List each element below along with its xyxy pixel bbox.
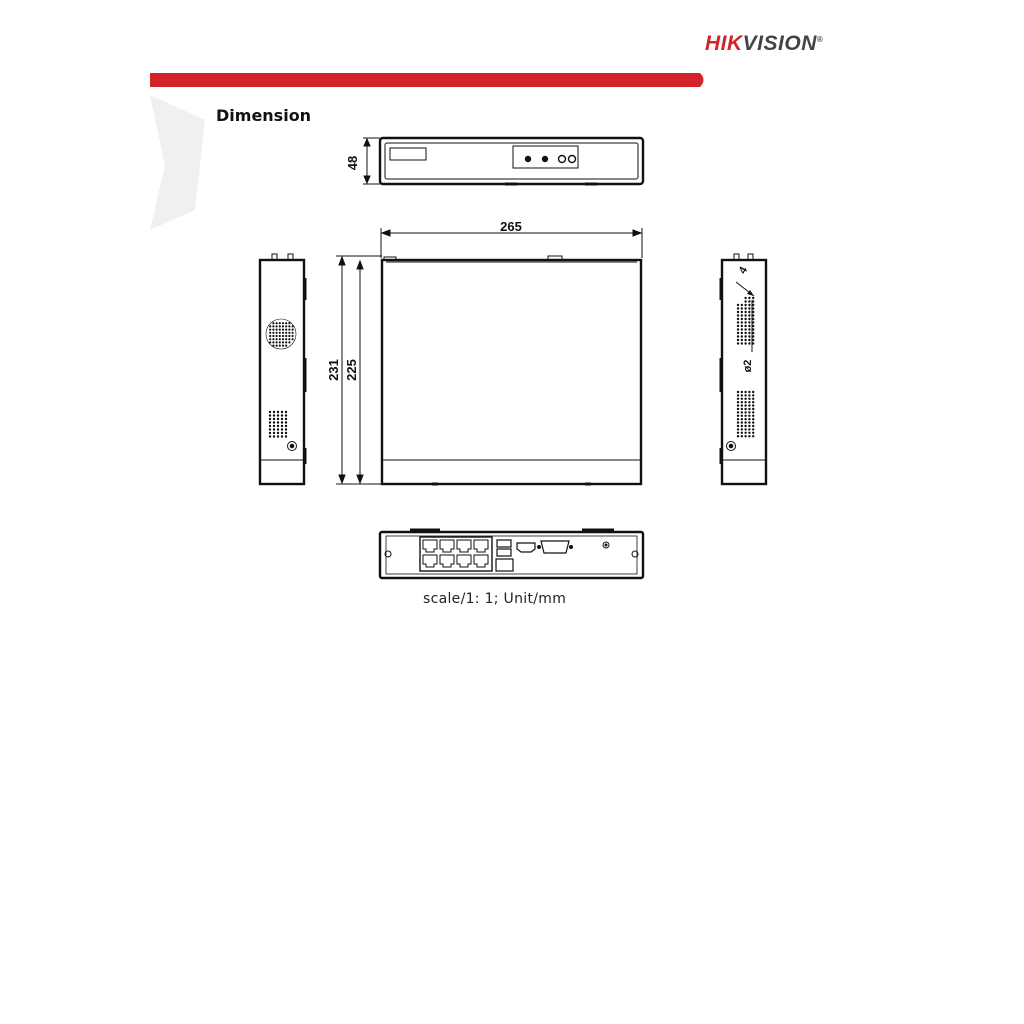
vent-hole [748, 394, 750, 396]
front-label-panel [390, 148, 426, 160]
vent-hole [741, 425, 743, 427]
vent-hole [285, 411, 287, 413]
vent-hole [737, 342, 739, 344]
vent-hole [748, 425, 750, 427]
vent-hole [748, 391, 750, 393]
poe-port [423, 540, 437, 552]
vent-hole [279, 325, 281, 327]
vent-hole [285, 329, 287, 331]
left-side-body [260, 260, 304, 484]
registered-mark: ® [816, 35, 824, 44]
vent-hole [752, 328, 754, 330]
vent-hole [273, 432, 275, 434]
vent-hole [744, 332, 746, 334]
vent-hole [741, 421, 743, 423]
vent-hole [269, 341, 271, 343]
vent-hole [752, 297, 754, 299]
vent-hole [292, 335, 294, 337]
vent-hole [744, 428, 746, 430]
front-led-1 [526, 157, 531, 162]
vent-hole [272, 338, 274, 340]
vent-hole [741, 321, 743, 323]
vent-hole [281, 428, 283, 430]
vent-hole [744, 432, 746, 434]
vent-hole [748, 321, 750, 323]
vent-hole [744, 297, 746, 299]
vent-hole [741, 432, 743, 434]
vent-hole [752, 342, 754, 344]
vent-hole [744, 425, 746, 427]
vent-hole [737, 307, 739, 309]
front-led-3 [559, 156, 566, 163]
vent-hole [281, 421, 283, 423]
decorative-watermark [150, 95, 205, 230]
vent-hole [285, 435, 287, 437]
vent-hole [737, 425, 739, 427]
vent-hole [744, 314, 746, 316]
vent-hole [741, 435, 743, 437]
vent-hole [752, 428, 754, 430]
vent-hole [741, 411, 743, 413]
vent-hole [269, 432, 271, 434]
vent-hole [272, 345, 274, 347]
vent-hole [272, 335, 274, 337]
vent-hole [737, 428, 739, 430]
vent-hole [741, 328, 743, 330]
vent-hole [285, 332, 287, 334]
vent-hole [752, 335, 754, 337]
vent-hole [277, 421, 279, 423]
vent-hole [748, 342, 750, 344]
front-led-2 [543, 157, 548, 162]
vent-hole [752, 398, 754, 400]
vent-hole [752, 401, 754, 403]
vent-hole [744, 339, 746, 341]
vent-hole [269, 421, 271, 423]
vent-hole [292, 338, 294, 340]
vent-hole [737, 321, 739, 323]
dim-depth-outer-label: 231 [326, 359, 341, 381]
vent-hole [285, 428, 287, 430]
vent-hole [272, 332, 274, 334]
left-side-vent-dots [269, 322, 294, 347]
vent-hole [748, 418, 750, 420]
vent-hole [273, 411, 275, 413]
vent-hole [741, 404, 743, 406]
vent-hole [752, 311, 754, 313]
vent-hole [744, 415, 746, 417]
vent-hole [752, 415, 754, 417]
vent-hole [273, 421, 275, 423]
vent-hole [744, 335, 746, 337]
vent-hole [279, 335, 281, 337]
vent-hole [285, 432, 287, 434]
vent-hole [279, 332, 281, 334]
vent-hole [741, 391, 743, 393]
vent-hole [282, 338, 284, 340]
vent-hole [285, 341, 287, 343]
vent-hole [269, 325, 271, 327]
vent-hole [741, 304, 743, 306]
vent-hole [288, 335, 290, 337]
vent-hole [744, 321, 746, 323]
vent-hole [281, 425, 283, 427]
vent-hole [748, 408, 750, 410]
vent-hole [276, 338, 278, 340]
vent-hole [737, 304, 739, 306]
vent-hole [748, 304, 750, 306]
vent-hole [282, 322, 284, 324]
vent-hole [752, 404, 754, 406]
dimension-depth [336, 256, 382, 484]
vent-hole [752, 321, 754, 323]
vent-hole [752, 418, 754, 420]
vent-hole [285, 322, 287, 324]
vent-hole [752, 332, 754, 334]
vent-hole [285, 421, 287, 423]
vent-hole [282, 329, 284, 331]
vent-hole [269, 338, 271, 340]
vent-hole [281, 411, 283, 413]
vent-hole [748, 401, 750, 403]
vent-hole [276, 329, 278, 331]
vent-hole [748, 318, 750, 320]
vent-hole [752, 435, 754, 437]
vent-hole [741, 335, 743, 337]
right-side-vent-lower [737, 391, 755, 438]
poe-port [423, 555, 437, 567]
vent-hole [741, 415, 743, 417]
vent-hole [277, 435, 279, 437]
vent-hole [744, 394, 746, 396]
vent-hole [737, 391, 739, 393]
vent-hole [748, 328, 750, 330]
vent-hole [279, 345, 281, 347]
vent-hole [269, 425, 271, 427]
vent-hole [748, 314, 750, 316]
vent-hole [277, 432, 279, 434]
vent-hole [288, 322, 290, 324]
vent-hole [741, 342, 743, 344]
vent-hole [741, 318, 743, 320]
vent-hole [748, 398, 750, 400]
vent-hole [277, 425, 279, 427]
vent-hole [744, 401, 746, 403]
vent-hole [748, 332, 750, 334]
vent-hole [285, 414, 287, 416]
poe-port [440, 555, 454, 567]
left-side-view [260, 254, 305, 484]
vent-hole [752, 300, 754, 302]
vent-hole [282, 345, 284, 347]
vent-hole [282, 341, 284, 343]
vent-hole [269, 332, 271, 334]
vent-hole [276, 332, 278, 334]
vent-hole [752, 314, 754, 316]
vent-hole [277, 414, 279, 416]
rear-poe-ports [423, 540, 488, 567]
vent-hole [277, 411, 279, 413]
poe-port [457, 540, 471, 552]
vent-hole [288, 338, 290, 340]
vent-hole [741, 325, 743, 327]
vent-hole [737, 432, 739, 434]
poe-port [457, 555, 471, 567]
vent-hole [748, 421, 750, 423]
vent-hole [741, 311, 743, 313]
vent-hole [737, 415, 739, 417]
vent-hole [269, 329, 271, 331]
vent-hole [737, 408, 739, 410]
vent-hole [273, 435, 275, 437]
vent-hole [276, 322, 278, 324]
vent-hole [737, 411, 739, 413]
vent-hole [272, 322, 274, 324]
vent-hole [285, 345, 287, 347]
vent-hole [744, 325, 746, 327]
vent-hole [269, 418, 271, 420]
vent-hole [748, 300, 750, 302]
vent-hole [748, 311, 750, 313]
vent-hole [741, 307, 743, 309]
vent-hole [272, 341, 274, 343]
vent-hole [752, 339, 754, 341]
vent-hole [277, 418, 279, 420]
vent-hole [744, 421, 746, 423]
vent-hole [281, 414, 283, 416]
vent-hole [282, 332, 284, 334]
vent-hole [752, 408, 754, 410]
vent-hole [744, 418, 746, 420]
vent-hole [744, 318, 746, 320]
vent-hole [282, 325, 284, 327]
vent-hole [269, 414, 271, 416]
vent-hole [276, 341, 278, 343]
vent-hole [748, 325, 750, 327]
vent-hole [276, 325, 278, 327]
vent-hole [288, 332, 290, 334]
right-side-label-diameter: ø2 [742, 359, 754, 373]
vent-hole [741, 332, 743, 334]
vent-hole [748, 339, 750, 341]
vent-hole [752, 391, 754, 393]
scale-caption: scale/1: 1; Unit/mm [423, 591, 567, 607]
vent-hole [288, 341, 290, 343]
vent-hole [744, 411, 746, 413]
vent-hole [744, 404, 746, 406]
top-view [382, 256, 641, 484]
vent-hole [741, 418, 743, 420]
vent-hole [273, 418, 275, 420]
vent-hole [744, 342, 746, 344]
vent-hole [741, 339, 743, 341]
rear-poe-port-block [420, 537, 492, 571]
rear-vga-port [541, 541, 569, 553]
vent-hole [279, 338, 281, 340]
vent-hole [277, 428, 279, 430]
vent-hole [288, 329, 290, 331]
vent-hole [276, 335, 278, 337]
vent-hole [737, 314, 739, 316]
vent-hole [292, 329, 294, 331]
vent-hole [737, 401, 739, 403]
vent-hole [744, 300, 746, 302]
vent-hole [741, 314, 743, 316]
vent-hole [279, 322, 281, 324]
vent-hole [292, 325, 294, 327]
poe-port [440, 540, 454, 552]
left-side-circular-vent [266, 319, 296, 349]
vent-hole [752, 394, 754, 396]
vent-hole [748, 428, 750, 430]
vent-hole [744, 398, 746, 400]
right-side-label-top: 4 [736, 264, 751, 277]
dim-width-label: 265 [500, 219, 522, 234]
vent-hole [744, 408, 746, 410]
vent-hole [276, 345, 278, 347]
vent-hole [748, 335, 750, 337]
dimension-height [363, 138, 380, 184]
front-view-body [380, 138, 643, 184]
vent-hole [741, 408, 743, 410]
poe-port [474, 555, 488, 567]
red-header-bar [150, 73, 704, 87]
top-view-body [382, 260, 641, 484]
vent-hole [288, 325, 290, 327]
vent-hole [748, 435, 750, 437]
vent-hole [737, 332, 739, 334]
vent-hole [281, 418, 283, 420]
vent-hole [748, 404, 750, 406]
vent-hole [744, 311, 746, 313]
vent-hole [748, 432, 750, 434]
vent-hole [741, 401, 743, 403]
vent-hole [752, 304, 754, 306]
dim-depth-inner-label: 225 [344, 359, 359, 381]
vent-hole [279, 341, 281, 343]
vent-hole [744, 307, 746, 309]
vent-hole [748, 307, 750, 309]
front-view [380, 138, 643, 184]
vent-hole [737, 394, 739, 396]
vent-hole [273, 428, 275, 430]
rear-usb-port-1 [497, 540, 511, 547]
vent-hole [285, 325, 287, 327]
logo-part-vision: VISION [742, 32, 817, 55]
rear-hdmi-port [517, 543, 535, 552]
section-title: Dimension [216, 106, 312, 125]
vent-hole [737, 421, 739, 423]
vent-hole [752, 318, 754, 320]
vent-hole [741, 394, 743, 396]
vent-hole [752, 421, 754, 423]
vent-hole [748, 297, 750, 299]
vent-hole [285, 418, 287, 420]
rear-usb-port-2 [497, 549, 511, 556]
vent-hole [272, 325, 274, 327]
vent-hole [281, 435, 283, 437]
rear-view [380, 530, 643, 578]
vent-hole [273, 414, 275, 416]
vent-hole [737, 318, 739, 320]
vent-hole [744, 435, 746, 437]
vent-hole [285, 425, 287, 427]
vent-hole [269, 428, 271, 430]
vent-hole [281, 432, 283, 434]
vent-hole [752, 325, 754, 327]
vent-hole [737, 404, 739, 406]
vent-hole [741, 428, 743, 430]
vent-hole [273, 425, 275, 427]
vent-hole [737, 435, 739, 437]
vent-hole [269, 435, 271, 437]
logo-part-hik: HIK [705, 32, 743, 55]
vent-hole [748, 415, 750, 417]
vent-hole [282, 335, 284, 337]
vent-hole [752, 432, 754, 434]
rear-lan-port [496, 559, 513, 571]
vent-hole [737, 339, 739, 341]
poe-port [474, 540, 488, 552]
vent-hole [269, 411, 271, 413]
vent-hole [737, 335, 739, 337]
vent-hole [752, 411, 754, 413]
vent-hole [279, 329, 281, 331]
vent-hole [285, 335, 287, 337]
vent-hole [741, 398, 743, 400]
vent-hole [748, 411, 750, 413]
vent-hole [272, 329, 274, 331]
vent-hole [737, 325, 739, 327]
dim-height-label: 48 [345, 155, 360, 171]
vent-hole [737, 311, 739, 313]
vent-hole [292, 332, 294, 334]
vent-hole [269, 335, 271, 337]
vent-hole [285, 338, 287, 340]
vent-hole [744, 304, 746, 306]
vent-hole [737, 328, 739, 330]
vent-hole [737, 398, 739, 400]
vent-hole [752, 307, 754, 309]
vent-hole [744, 328, 746, 330]
vent-hole [737, 418, 739, 420]
vent-hole [752, 425, 754, 427]
vent-hole [744, 391, 746, 393]
left-side-vent-grid [269, 411, 287, 438]
